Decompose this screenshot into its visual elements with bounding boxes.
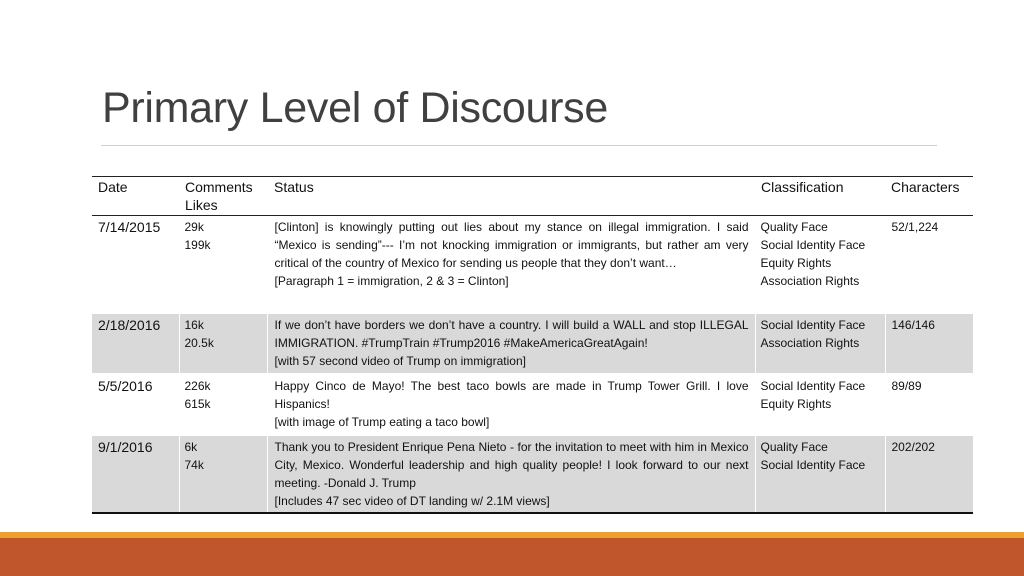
table-row [92,435,973,513]
classification-item: Association Rights [760,274,860,288]
row-status-note: [with 57 second video of Trump on immigration] [274,354,526,368]
row-date: 2/18/2016 [92,313,179,375]
classification-item: Social Identity Face [760,379,866,393]
row-comments-likes [179,374,267,435]
row-status-text: [Clinton] is knowingly putting out lies about my stance on illegal immigration. I said “Mexico is sending”--- I’m not knocking immigration or immigrants, but rather am very critical of the country of Mexico for sending us people that they don’t want… [274,220,749,270]
header-characters: Characters [885,177,973,216]
row-likes: 20.5k [184,336,214,350]
header-classification: Classification [755,177,885,216]
classification-item: Quality Face [760,220,828,234]
row-characters: 146/146 [885,313,973,375]
row-likes: 199k [184,238,211,252]
row-status-text: Happy Cinco de Mayo! The best taco bowls are made in Trump Tower Grill. I love Hispanics! [274,379,749,411]
slide-title: Primary Level of Discourse [102,84,608,132]
row-comments-likes [179,435,267,513]
table-row [92,374,973,435]
row-status-note: [Paragraph 1 = immigration, 2 & 3 = Clinton] [274,274,509,288]
row-status [267,216,755,313]
row-status-note: [with image of Trump eating a taco bowl] [274,415,490,429]
header-likes: Likes [185,197,218,213]
table-header-row [92,177,973,216]
row-comments: 29k [184,220,204,234]
row-date: 5/5/2016 [92,374,179,435]
row-date: 9/1/2016 [92,435,179,513]
row-classification [755,374,885,435]
row-status-text: If we don’t have borders we don’t have a country. I will build a WALL and stop ILLEGAL IMMIGRATION. #TrumpTrain #Trump2016 #MakeAmericaGreatAgain! [274,318,749,350]
row-likes: 74k [184,458,204,472]
row-status-note: [Includes 47 sec video of DT landing w/ 2.1M views] [274,494,550,508]
row-characters: 52/1,224 [885,216,973,313]
row-classification [755,435,885,513]
row-classification [755,216,885,313]
header-status: Status [267,177,755,216]
header-comments-likes [179,177,267,216]
row-comments: 6k [184,440,198,454]
row-status [267,374,755,435]
classification-item: Social Identity Face [760,458,866,472]
classification-item: Equity Rights [760,397,832,411]
row-characters: 89/89 [885,374,973,435]
header-date: Date [92,177,179,216]
title-divider [101,145,937,146]
header-comments: Comments [185,179,253,195]
classification-item: Equity Rights [760,256,832,270]
row-comments: 16k [184,318,204,332]
classification-item: Association Rights [760,336,860,350]
table-row [92,216,973,313]
row-status [267,313,755,375]
row-classification [755,313,885,375]
table-row [92,313,973,375]
row-characters: 202/202 [885,435,973,513]
row-comments: 226k [184,379,211,393]
row-likes: 615k [184,397,211,411]
classification-item: Quality Face [760,440,828,454]
footer-bar [0,538,1024,576]
row-date: 7/14/2015 [98,219,161,235]
discourse-table [92,176,973,514]
row-status [267,435,755,513]
classification-item: Social Identity Face [760,318,866,332]
row-status-text: Thank you to President Enrique Pena Nieto - for the invitation to meet with him in Mexico City, Mexico. Wonderful leadership and high quality people! I look forward to our next meeting. -Donald J. Trump [274,440,749,490]
row-comments-likes [179,216,267,313]
classification-item: Social Identity Face [760,238,866,252]
row-comments-likes [179,313,267,375]
